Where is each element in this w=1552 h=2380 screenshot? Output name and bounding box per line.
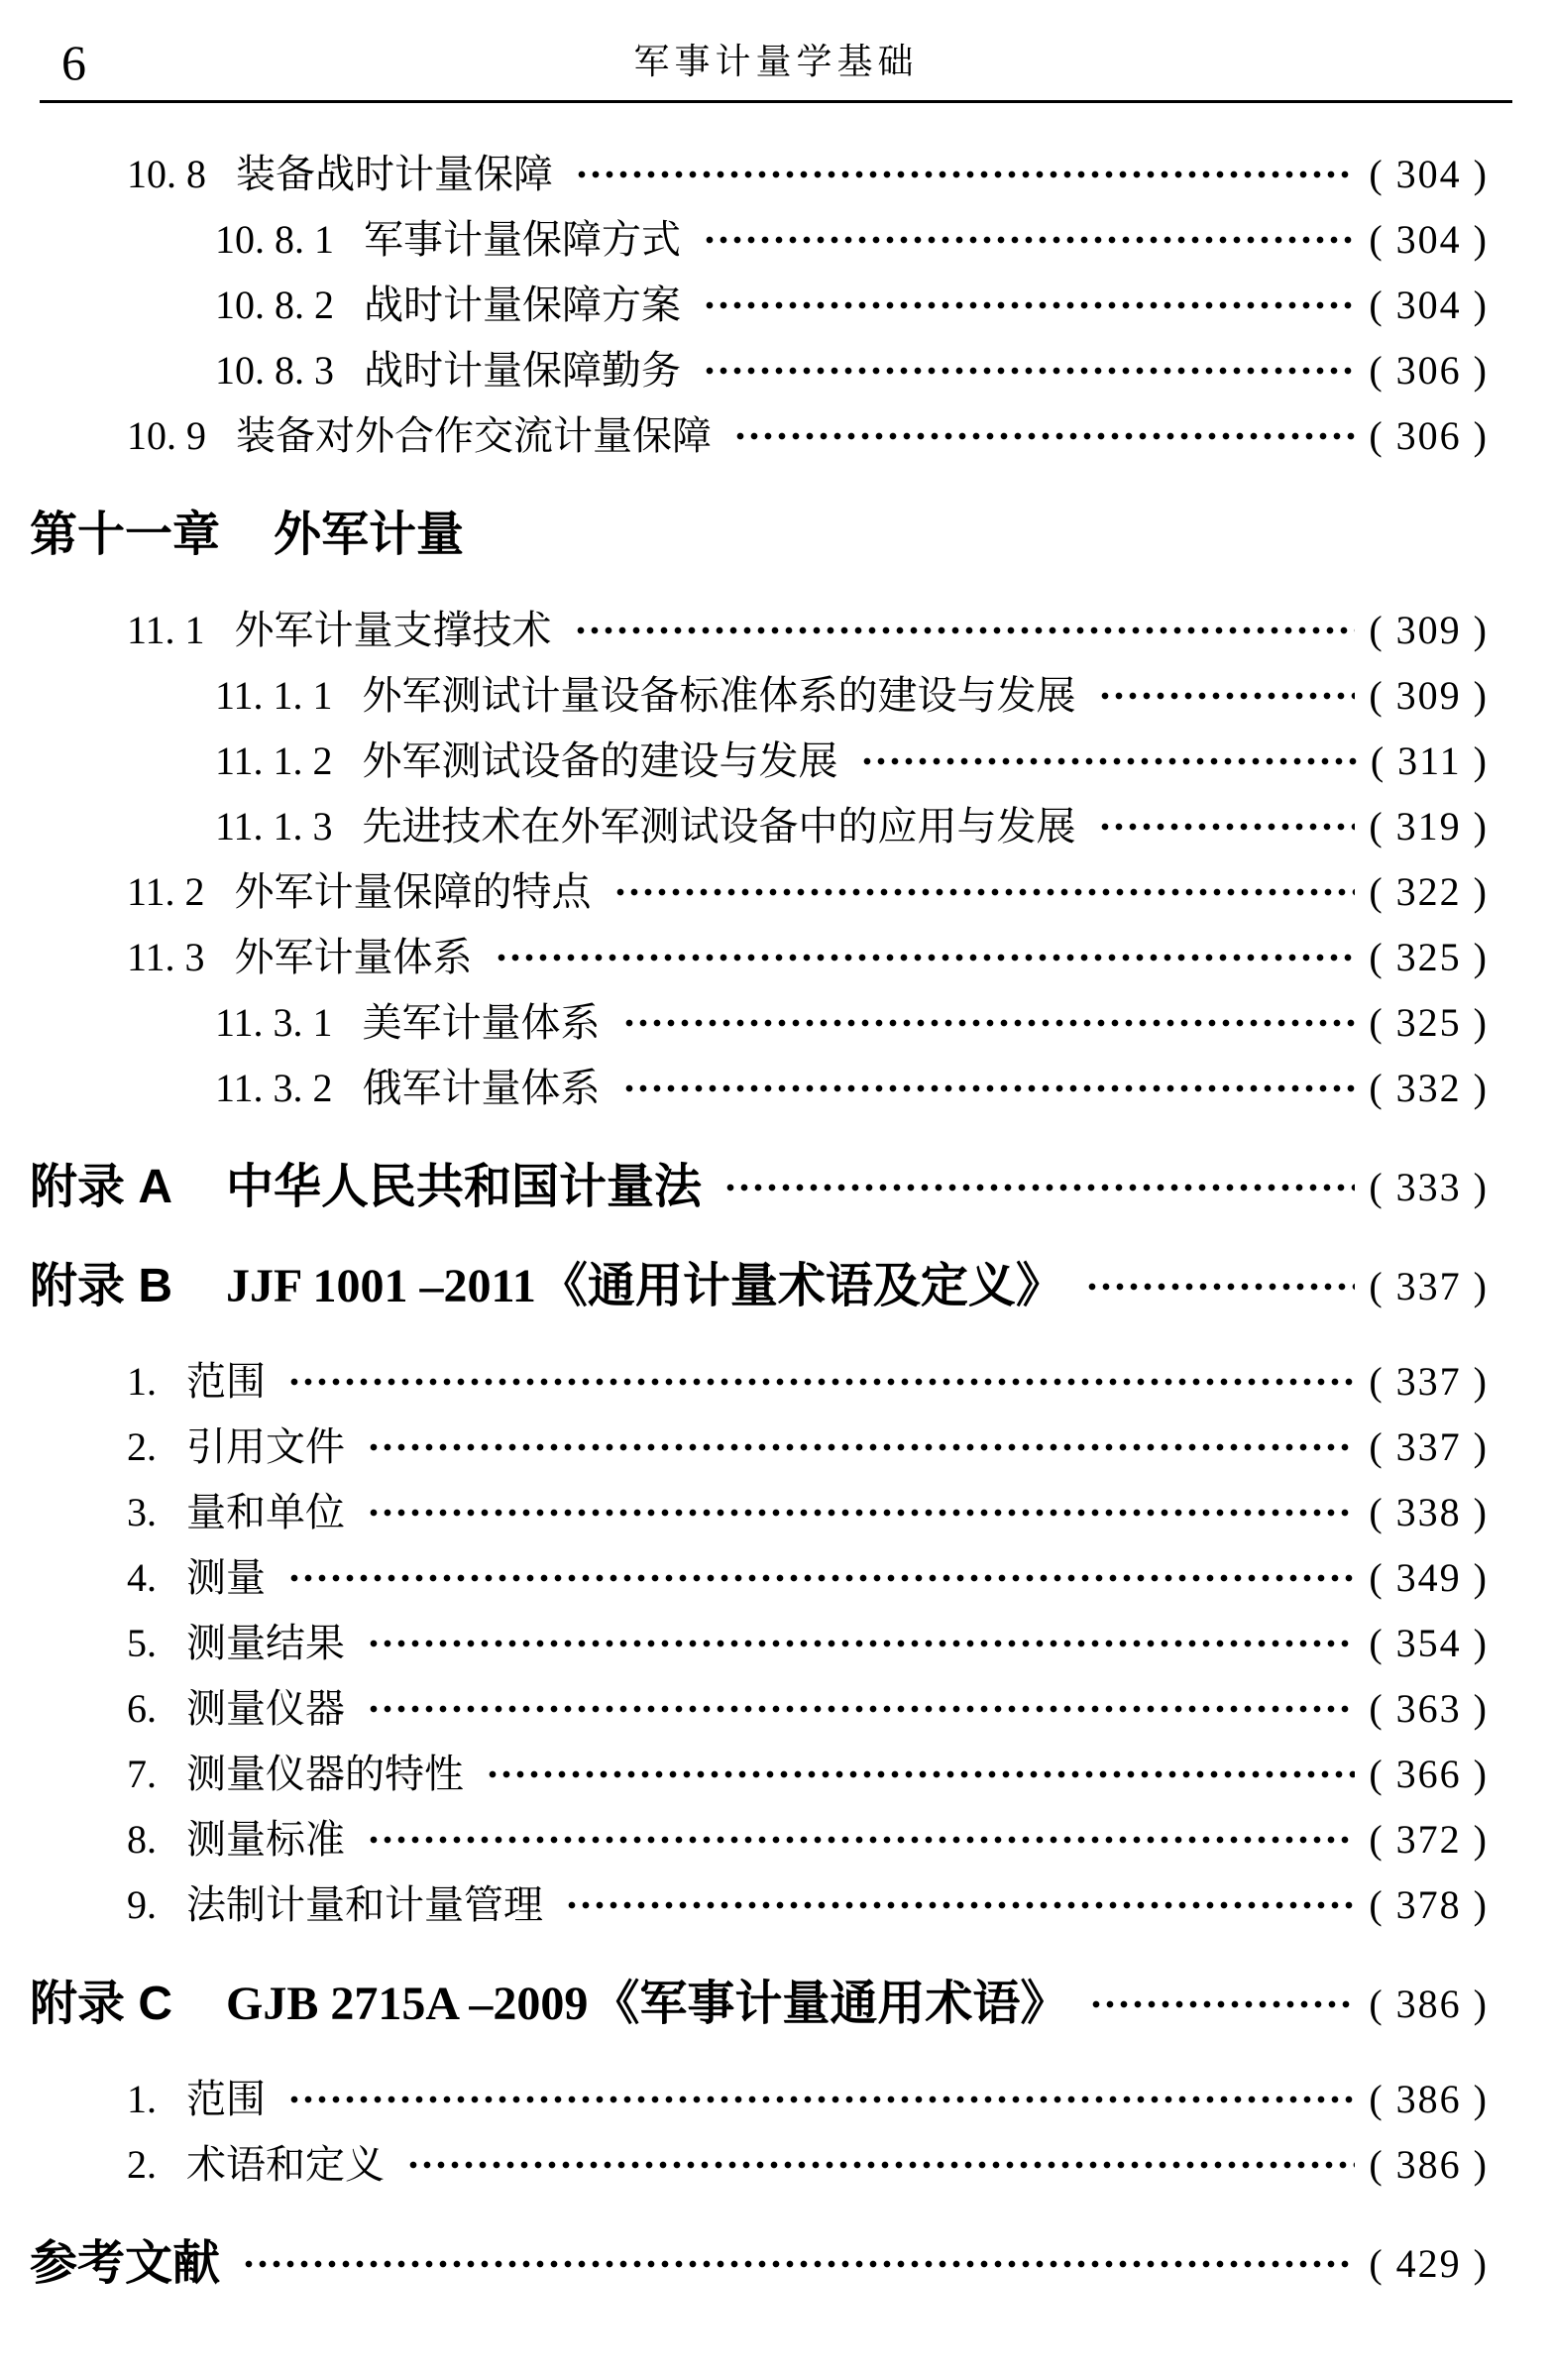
toc-entry [0,859,1489,925]
toc-entry [0,1349,1489,1415]
dot-leader [287,2067,1355,2132]
entry-number: 11. 3. 1 [215,1000,333,1045]
entry-number: 9. [127,1882,157,1927]
entry-title: 引用文件 [186,1424,345,1469]
entry-page-number: ( 304 ) [1369,283,1489,328]
entry-page-number: ( 338 ) [1369,1490,1489,1535]
dot-leader [367,1415,1355,1480]
entry-page-number: ( 372 ) [1369,1817,1489,1863]
entry-title: 《通用计量术语及定义》 [539,1260,1063,1312]
entry-number: 第十一章 [30,509,221,561]
entry-page-number: ( 337 ) [1369,1424,1489,1470]
entry-page-number: ( 332 ) [1369,1066,1489,1111]
dot-leader [1098,794,1356,859]
entry-title: 测量结果 [186,1621,345,1665]
entry-title: 测量仪器的特性 [186,1752,464,1796]
entry-page-number: ( 366 ) [1369,1752,1489,1797]
entry-page-number: ( 311 ) [1371,738,1489,784]
entry-title: 测量仪器 [186,1686,345,1731]
entry-number: 3. [127,1490,157,1534]
entry-page-number: ( 309 ) [1369,673,1489,719]
entry-title: 《军事计量通用术语》 [592,1978,1068,2030]
toc-entry [0,403,1489,469]
entry-title: 外军测试设备的建设与发展 [362,738,838,783]
dot-leader [367,1480,1355,1545]
dot-leader [703,207,1355,273]
toc-entry [0,1545,1489,1611]
entry-page-number: ( 325 ) [1369,935,1489,980]
toc-entry [0,1480,1489,1545]
entry-number: 11. 1. 1 [215,673,333,718]
entry-number: 附录 A [30,1161,173,1213]
entry-number: 11. 2 [127,869,205,914]
entry-number: 1. [127,1359,157,1404]
entry-title: 外军计量支撑技术 [234,608,552,652]
dot-leader [486,1742,1355,1807]
toc-entry [0,1807,1489,1872]
toc-entry [0,663,1489,729]
entry-page-number: ( 349 ) [1369,1555,1489,1601]
dot-leader [575,142,1355,207]
dot-leader [574,598,1356,663]
dot-leader [733,403,1355,469]
entry-number: 11. 3 [127,935,205,979]
toc-entry [0,207,1489,273]
toc-entry [0,2067,1489,2132]
toc-entry [0,1056,1489,1121]
toc-entry [0,1415,1489,1480]
entry-title: 测量 [186,1555,266,1600]
dot-leader [723,1155,1355,1220]
entry-title: 装备对外合作交流计量保障 [236,413,712,458]
entry-page-number: ( 378 ) [1369,1882,1489,1928]
running-header [40,0,1512,103]
toc-entry [0,273,1489,338]
entry-page-number: ( 306 ) [1369,413,1489,459]
dot-leader [613,859,1356,925]
dot-leader [367,1807,1355,1872]
entry-number: 10. 8. 2 [215,283,334,327]
toc-entry [0,2132,1489,2198]
entry-number: 6. [127,1686,157,1731]
entry-number: 10. 9 [127,413,206,458]
dot-leader [703,338,1355,403]
entry-page-number: ( 304 ) [1369,217,1489,263]
entry-number: 4. [127,1555,157,1600]
entry-title: 美军计量体系 [362,1000,601,1045]
entry-number: 11. 1. 3 [215,804,333,849]
entry-page-number: ( 306 ) [1369,348,1489,394]
entry-page-number: ( 386 ) [1369,2142,1489,2188]
entry-standard-code: GJB 2715A –2009 [226,1978,589,2030]
entry-number: 11. 1. 2 [215,738,333,783]
entry-title: 战时计量保障方案 [364,283,681,327]
toc-entry [0,338,1489,403]
entry-number: 附录 C [30,1978,173,2030]
dot-leader [1085,1254,1355,1319]
entry-title: 范围 [186,1359,266,1404]
entry-number: 1. [127,2077,157,2121]
entry-page-number: ( 309 ) [1369,608,1489,653]
entry-number: 5. [127,1621,157,1665]
dot-leader [367,1611,1355,1676]
entry-page-number: ( 354 ) [1369,1621,1489,1666]
entry-page-number: ( 325 ) [1369,1000,1489,1046]
dot-leader [1089,1972,1355,2037]
toc-entry [0,794,1489,859]
dot-leader [287,1349,1355,1415]
book-title: 军事计量学基础 [633,42,919,81]
entry-title: 量和单位 [186,1490,345,1534]
dot-leader [406,2132,1355,2198]
toc-entry [0,598,1489,663]
entry-title: 术语和定义 [186,2142,385,2187]
entry-number: 10. 8 [127,152,206,196]
page-number: 6 [61,35,86,90]
entry-page-number: ( 363 ) [1369,1686,1489,1732]
dot-leader [495,925,1356,990]
entry-page-number: ( 304 ) [1369,152,1489,197]
toc-section-heading [0,1155,1489,1220]
dot-leader [287,1545,1355,1611]
entry-title: 法制计量和计量管理 [186,1882,543,1927]
entry-number: 8. [127,1817,157,1862]
entry-number: 2. [127,2142,157,2187]
dot-leader [622,990,1356,1056]
entry-number: 7. [127,1752,157,1796]
toc-entry [0,925,1489,990]
entry-title: 参考文献 [30,2237,221,2290]
dot-leader [565,1872,1355,1938]
toc-section-heading [0,2231,1489,2297]
toc-entry [0,729,1489,794]
dot-leader [860,729,1357,794]
toc-entry [0,1676,1489,1742]
entry-number: 10. 8. 1 [215,217,334,262]
entry-page-number: ( 333 ) [1369,1161,1489,1214]
dot-leader [1098,663,1356,729]
entry-number: 11. 1 [127,608,205,652]
entry-page-number: ( 322 ) [1369,869,1489,915]
entry-title: 先进技术在外军测试设备中的应用与发展 [362,804,1076,849]
entry-title: 范围 [186,2077,266,2121]
entry-title: 外军计量 [274,509,465,561]
dot-leader [622,1056,1356,1121]
entry-page-number: ( 429 ) [1369,2237,1489,2291]
entry-standard-code: JJF 1001 –2011 [226,1260,536,1312]
dot-leader [703,273,1355,338]
entry-page-number: ( 337 ) [1369,1359,1489,1405]
entry-number: 2. [127,1424,157,1469]
entry-title: 外军测试计量设备标准体系的建设与发展 [362,673,1076,718]
entry-page-number: ( 319 ) [1369,804,1489,850]
entry-number: 附录 B [30,1260,173,1312]
dot-leader [242,2231,1355,2297]
entry-title: 俄军计量体系 [362,1066,601,1110]
entry-title: 外军计量体系 [234,935,473,979]
toc-entry [0,1872,1489,1938]
entry-number: 11. 3. 2 [215,1066,333,1110]
entry-page-number: ( 386 ) [1369,1978,1489,2031]
toc-section-heading [0,1254,1489,1319]
entry-title: 中华人民共和国计量法 [226,1161,703,1213]
entry-title: 测量标准 [186,1817,345,1862]
dot-leader [367,1676,1355,1742]
entry-title: 装备战时计量保障 [236,152,553,196]
table-of-contents [0,103,1552,2297]
entry-title: 外军计量保障的特点 [234,869,592,914]
toc-entry [0,1742,1489,1807]
toc-section-heading [0,1972,1489,2037]
toc-chapter-heading [0,503,1489,568]
toc-entry [0,1611,1489,1676]
entry-number: 10. 8. 3 [215,348,334,393]
entry-page-number: ( 386 ) [1369,2077,1489,2122]
entry-page-number: ( 337 ) [1369,1260,1489,1313]
toc-entry [0,142,1489,207]
entry-title: 军事计量保障方式 [364,217,681,262]
entry-title: 战时计量保障勤务 [364,348,681,393]
toc-entry [0,990,1489,1056]
